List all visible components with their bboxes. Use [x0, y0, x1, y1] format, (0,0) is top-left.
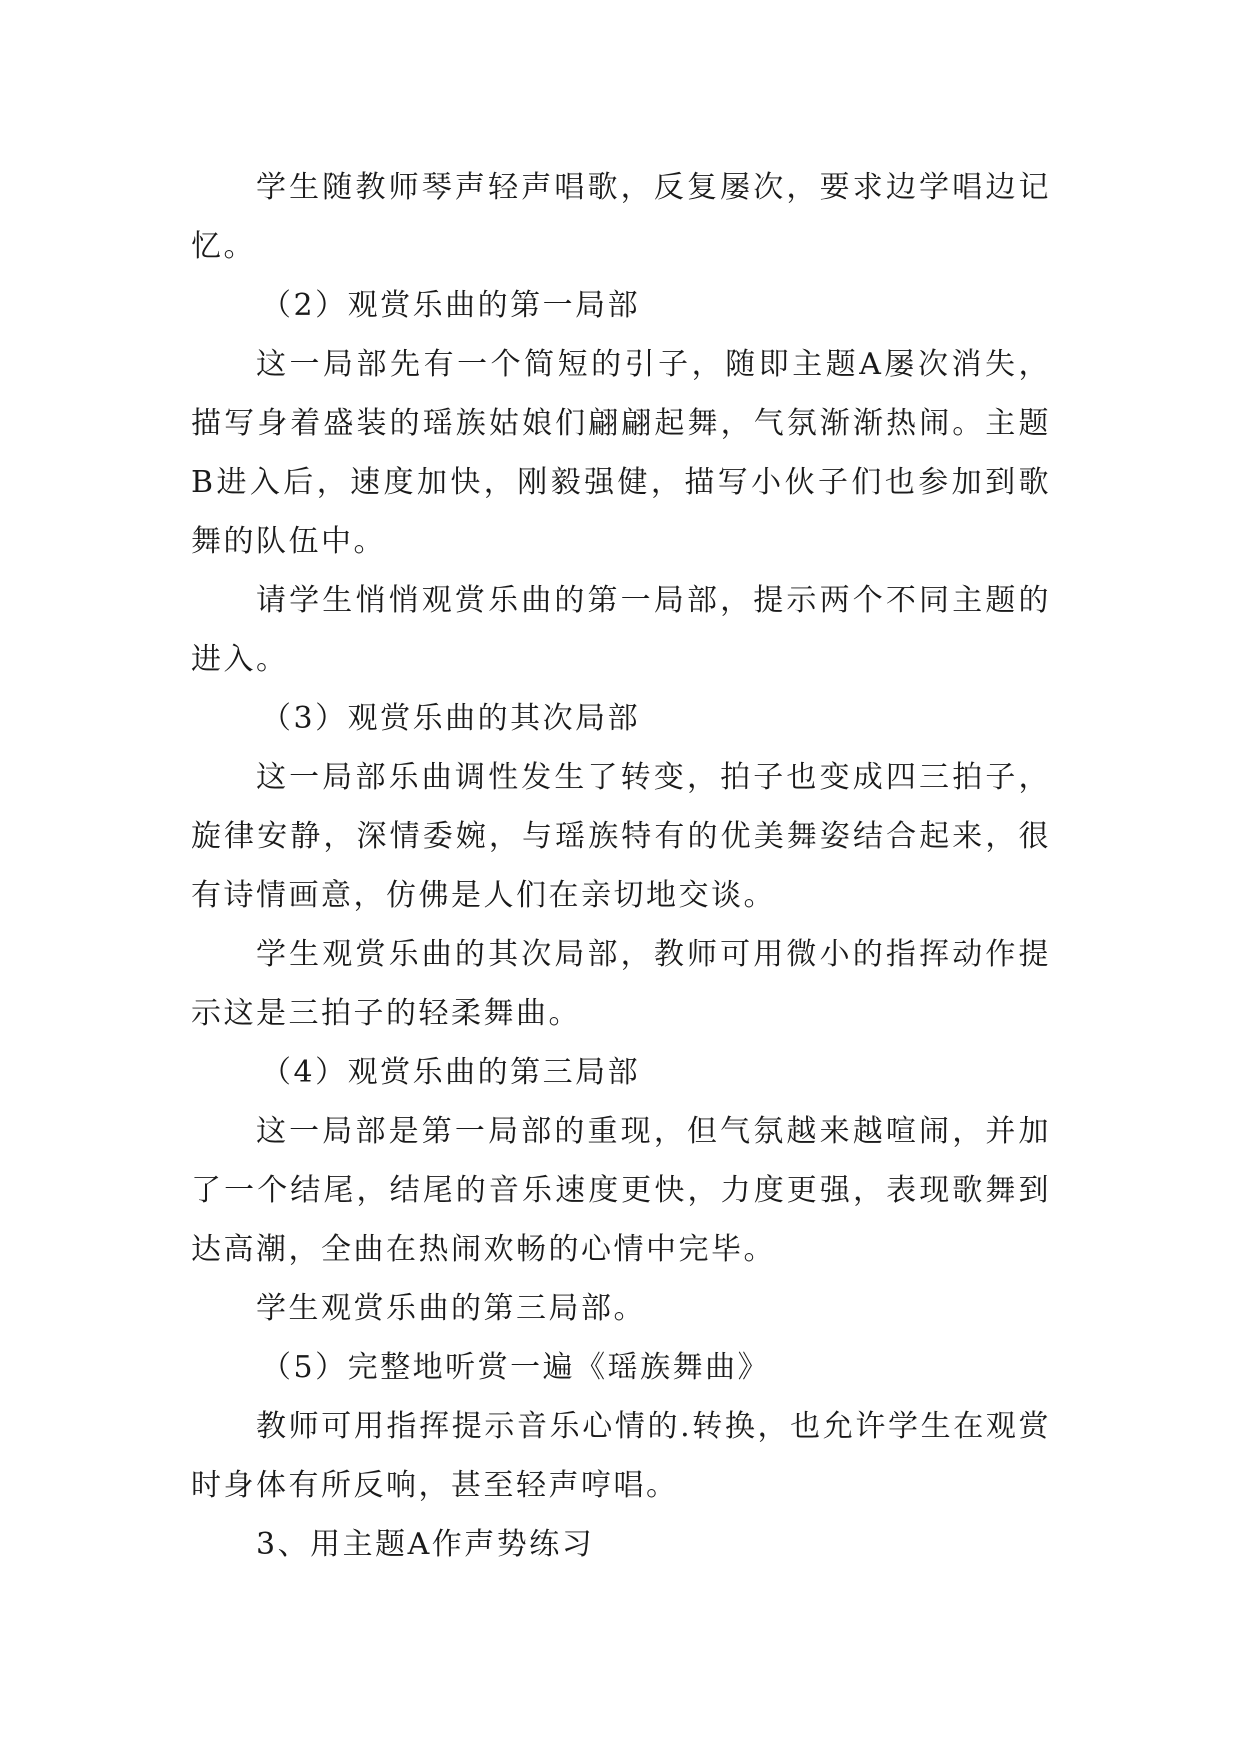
paragraph-part-two-activity: 学生观赏乐曲的其次局部，教师可用微小的指挥动作提示这是三拍子的轻柔舞曲。	[191, 937, 1051, 1031]
heading-part-two: （3）观赏乐曲的其次局部	[261, 701, 641, 736]
paragraph-sing-along: 学生随教师琴声轻声唱歌，反复屡次，要求边学唱边记忆。	[191, 170, 1051, 264]
paragraph-section-three: 3、用主题A作声势练习	[256, 1527, 595, 1562]
paragraph-part-one-activity: 请学生悄悄观赏乐曲的第一局部，提示两个不同主题的进入。	[191, 583, 1051, 677]
heading-part-one: （2）观赏乐曲的第一局部	[261, 288, 641, 323]
heading-full-listening: （5）完整地听赏一遍《瑶族舞曲》	[261, 1350, 771, 1385]
paragraph-part-three-description: 这一局部是第一局部的重现，但气氛越来越喧闹，并加了一个结尾，结尾的音乐速度更快，力度更强，表现歌舞到达高潮，全曲在热闹欢畅的心情中完毕。	[191, 1114, 1051, 1267]
paragraph-full-listening-activity: 教师可用指挥提示音乐心情的.转换，也允许学生在观赏时身体有所反响，甚至轻声哼唱。	[191, 1409, 1051, 1503]
document-page	[191, 158, 1051, 1574]
heading-part-three: （4）观赏乐曲的第三局部	[261, 1055, 641, 1090]
paragraph-part-two-description: 这一局部乐曲调性发生了转变，拍子也变成四三拍子，旋律安静，深情委婉，与瑶族特有的优美舞姿结合起来，很有诗情画意，仿佛是人们在亲切地交谈。	[191, 760, 1051, 913]
paragraph-part-three-activity: 学生观赏乐曲的第三局部。	[256, 1291, 646, 1326]
paragraph-part-one-description: 这一局部先有一个简短的引子，随即主题A屡次消失，描写身着盛装的瑶族姑娘们翩翩起舞，气氛渐渐热闹。主题B进入后，速度加快，刚毅强健，描写小伙子们也参加到歌舞的队伍中。	[191, 347, 1051, 559]
